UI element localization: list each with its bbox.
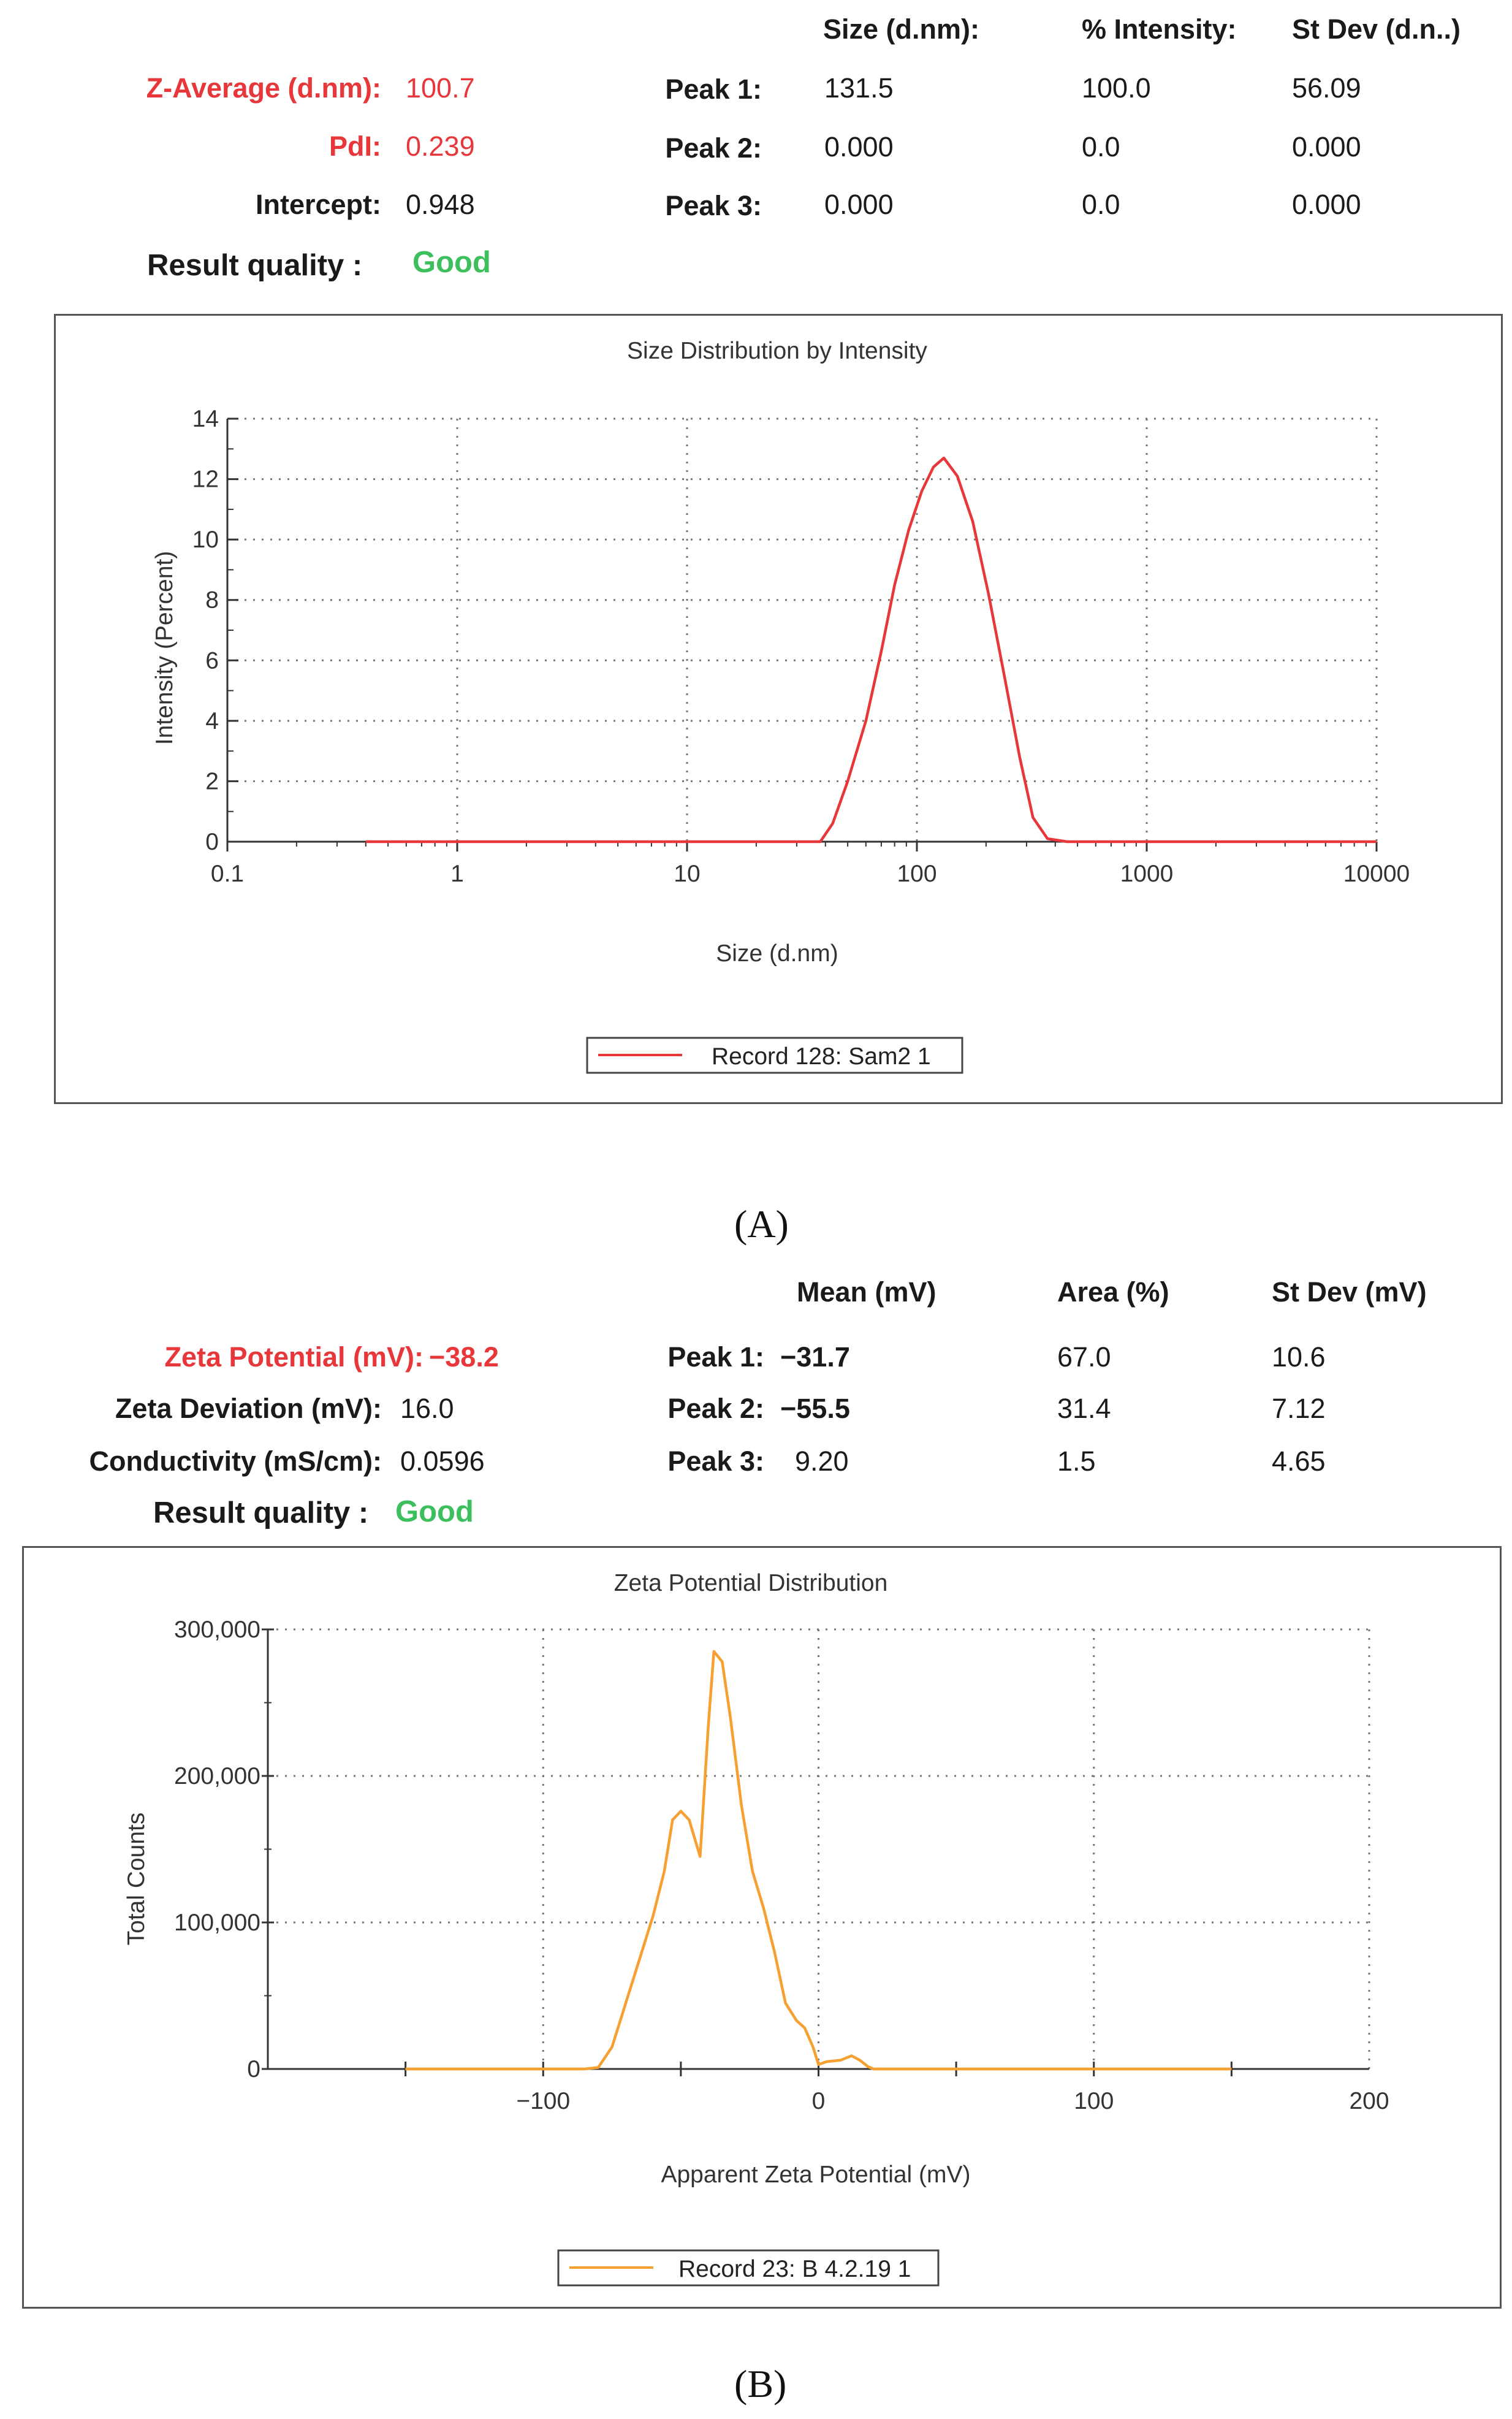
zeta-potential-label: Zeta Potential (mV):	[164, 1341, 424, 1373]
peak-area: 31.4	[1057, 1393, 1111, 1424]
y-tick-label: 200,000	[174, 1763, 260, 1789]
result-quality-value: Good	[395, 1495, 474, 1528]
peak-stdev: 10.6	[1272, 1341, 1326, 1373]
peak-label: Peak 1:	[667, 1341, 764, 1373]
chart-title: Size Distribution by Intensity	[627, 338, 927, 364]
peak-mean: −31.7	[780, 1341, 850, 1373]
zeta-distribution-panel	[22, 1546, 1502, 2309]
x-tick-label: 100	[1074, 2088, 1114, 2114]
result-quality-label: Result quality :	[147, 249, 363, 282]
peak-label: Peak 3:	[667, 1446, 764, 1477]
series-line-record-23	[406, 1651, 1232, 2069]
mean-header: Mean (mV)	[797, 1276, 936, 1308]
peak-label: Peak 1:	[665, 74, 762, 105]
x-tick-label: 100	[897, 861, 937, 887]
peak-area: 67.0	[1057, 1341, 1111, 1373]
peak-label: Peak 3:	[665, 190, 762, 221]
series-line-record-128	[366, 458, 1377, 842]
zeta-potential-value: −38.2	[429, 1341, 499, 1373]
y-tick-label: 300,000	[174, 1617, 260, 1643]
zeta-deviation-value: 16.0	[400, 1393, 454, 1424]
conductivity-value: 0.0596	[400, 1446, 485, 1477]
size-distribution-chart	[56, 316, 1501, 1102]
intensity-header: % Intensity:	[1082, 13, 1237, 45]
legend	[558, 2250, 938, 2285]
x-tick-label: 1	[450, 861, 464, 887]
intercept-value: 0.948	[406, 189, 475, 220]
y-tick-label: 8	[205, 587, 219, 614]
peak-mean: 9.20	[795, 1446, 849, 1477]
peak-area: 1.5	[1057, 1446, 1096, 1477]
peak-intensity: 100.0	[1082, 72, 1151, 104]
legend-label: Record 23: B 4.2.19 1	[678, 2256, 911, 2282]
legend	[587, 1038, 962, 1073]
x-axis-label: Size (d.nm)	[716, 940, 838, 967]
y-tick-label: 0	[247, 2056, 260, 2082]
panel-b-caption: (B)	[734, 2362, 787, 2406]
z-average-label: Z-Average (d.nm):	[146, 72, 381, 104]
pdi-value: 0.239	[406, 131, 475, 162]
x-tick-label: 200	[1349, 2088, 1389, 2114]
x-tick-label: 1000	[1120, 861, 1174, 887]
peak-stdev: 0.000	[1292, 189, 1361, 220]
peak-stdev: 7.12	[1272, 1393, 1326, 1424]
x-tick-label: 10000	[1343, 861, 1410, 887]
y-axis-label: Total Counts	[123, 1812, 150, 1946]
peak-size: 0.000	[824, 131, 894, 162]
peak-size: 131.5	[824, 72, 894, 104]
y-tick-label: 100,000	[174, 1910, 260, 1936]
y-tick-label: 2	[205, 768, 219, 795]
size-header: Size (d.nm):	[823, 13, 979, 45]
zeta-deviation-label: Zeta Deviation (mV):	[115, 1393, 382, 1424]
y-tick-label: 14	[192, 406, 219, 432]
peak-label: Peak 2:	[665, 132, 762, 164]
x-tick-label: 0.1	[210, 861, 245, 887]
legend-label: Record 128: Sam2 1	[712, 1043, 931, 1070]
result-quality-value: Good	[412, 246, 491, 279]
y-axis-label: Intensity (Percent)	[151, 550, 178, 745]
stdev-header: St Dev (d.n..)	[1292, 13, 1461, 45]
intercept-label: Intercept:	[255, 189, 381, 220]
stdev-header: St Dev (mV)	[1272, 1276, 1427, 1308]
x-tick-label: 0	[811, 2088, 826, 2114]
peak-label: Peak 2:	[667, 1393, 764, 1424]
result-quality-label: Result quality :	[153, 1496, 369, 1529]
pdi-label: PdI:	[329, 131, 381, 162]
y-tick-label: 12	[192, 466, 219, 493]
x-axis-label: Apparent Zeta Potential (mV)	[661, 2162, 971, 2188]
y-tick-label: 10	[192, 527, 219, 554]
y-tick-label: 4	[205, 707, 219, 734]
x-tick-label: −100	[516, 2088, 571, 2114]
conductivity-label: Conductivity (mS/cm):	[89, 1446, 382, 1477]
peak-size: 0.000	[824, 189, 894, 220]
area-header: Area (%)	[1057, 1276, 1169, 1308]
zeta-distribution-chart	[24, 1548, 1500, 2307]
size-distribution-panel	[54, 314, 1503, 1104]
peak-stdev: 0.000	[1292, 131, 1361, 162]
peak-mean: −55.5	[780, 1393, 850, 1424]
chart-title: Zeta Potential Distribution	[614, 1570, 888, 1596]
peak-intensity: 0.0	[1082, 131, 1120, 162]
peak-stdev: 4.65	[1272, 1446, 1326, 1477]
y-tick-label: 0	[205, 829, 219, 855]
peak-stdev: 56.09	[1292, 72, 1361, 104]
panel-a-caption: (A)	[734, 1202, 789, 1246]
y-tick-label: 6	[205, 647, 219, 674]
peak-intensity: 0.0	[1082, 189, 1120, 220]
z-average-value: 100.7	[406, 72, 475, 104]
x-tick-label: 10	[674, 861, 701, 887]
